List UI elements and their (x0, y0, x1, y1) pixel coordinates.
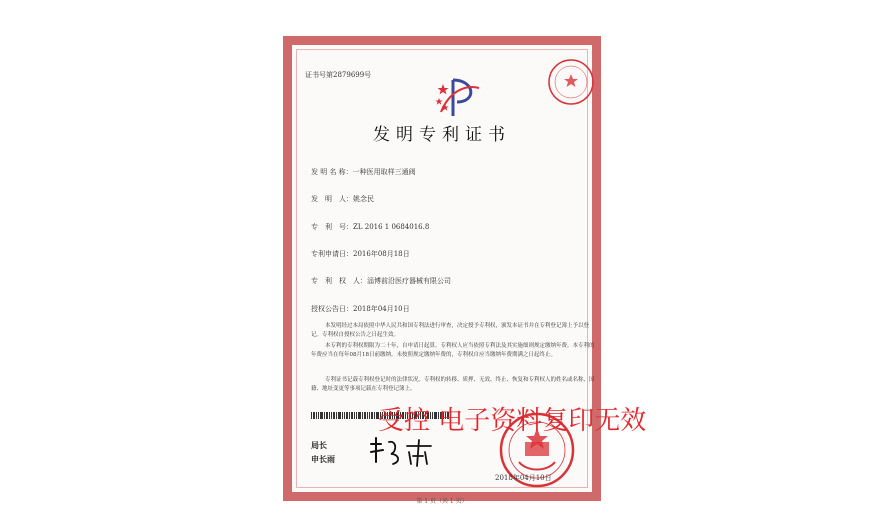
official-seal-icon (545, 56, 597, 108)
director-title: 局长 (311, 441, 327, 450)
certificate-paragraph: 本发明经过本局依照中华人民共和国专利法进行审查，决定授予专利权，颁发本证书并在专利登记簿上予以登记。专利权自授权公告之日起生效。 (311, 323, 590, 338)
certificate-paragraph: 专利证书记载专利权登记时的法律状况。专利权的转移、质押、无效、终止、恢复和专利权人的姓名或名称、国籍、地址变更等事项记载在专利登记簿上。 (311, 377, 595, 392)
director-name: 申长雨 (311, 455, 335, 464)
controlled-copy-watermark: 受控 电子资料复印无效 (378, 406, 647, 436)
patent-office-logo-icon (435, 72, 481, 122)
invention-name-field: 发 明 名 称：一种医用取样三通阀 (311, 168, 416, 176)
page-number: 第 1 页（共 1 页） (416, 498, 468, 505)
filing-date-field: 专利申请日：2016年08月18日 (311, 250, 410, 258)
seal-date: 2018年04月10日 (495, 474, 552, 482)
certificate-paragraph: 本专利的专利权期限为二十年，自申请日起算。专利权人应当依照专利法及其实施细则规定缴纳年费。本专利的年费应当在每年08月18日前缴纳。未按照规定缴纳年费的，专利权自应当缴纳年费期满之日起终止。 (311, 343, 595, 358)
certificate-number: 证书号第2879699号 (305, 71, 372, 79)
certificate-title: 发明专利证书 (373, 125, 511, 145)
patent-number-field: 专 利 号：ZL 2016 1 0684016.8 (311, 223, 430, 231)
patentee-field: 专 利 权 人：淄博前沿医疗器械有限公司 (311, 277, 451, 285)
grant-date-field: 授权公告日：2018年04月10日 (311, 305, 410, 313)
handwritten-signature-icon (367, 432, 457, 472)
inventor-field: 发 明 人：姚念民 (311, 195, 374, 203)
